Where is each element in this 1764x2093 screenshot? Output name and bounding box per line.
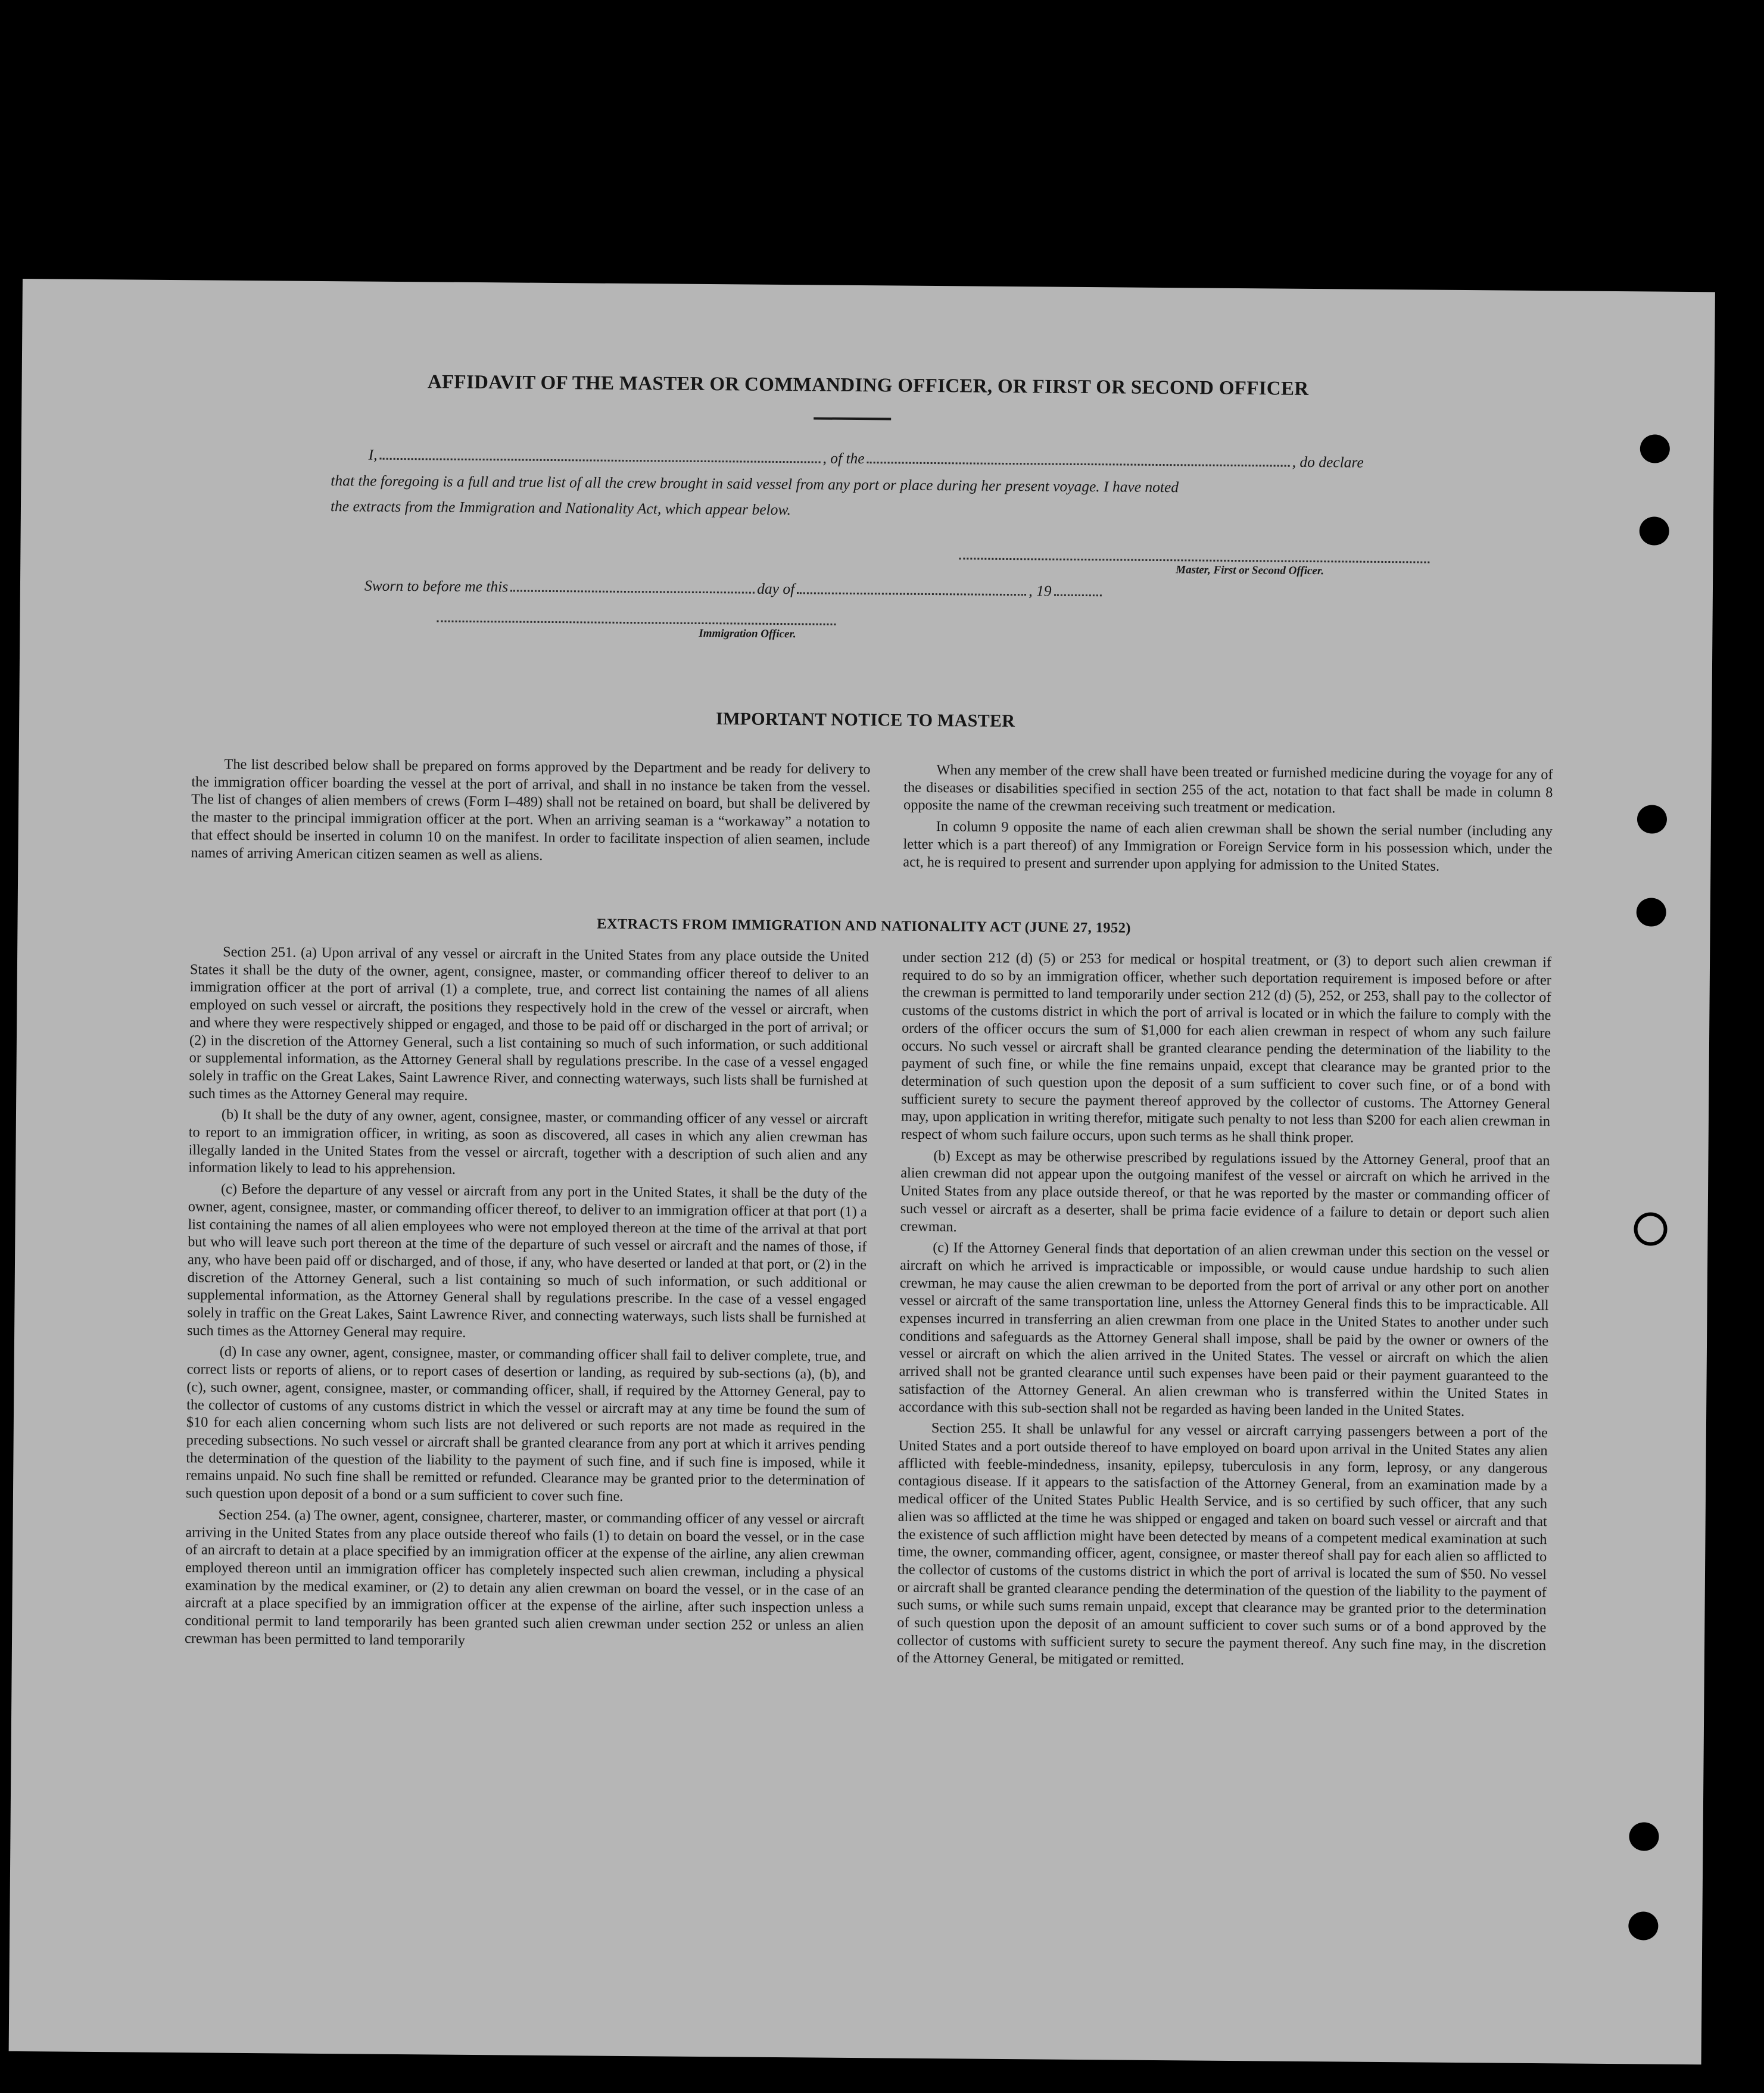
section-254-a-continued: under section 212 (d) (5) or 253 for medical or hospital treatment, or (3) to deport such alien crewman if required to do so by an immigration officer, whether such deportation requirement is imposed before or after the crewman is permitted to land temporarily under section 212 (d) (5), 252, or 253, shall pay to the collector of customs of the customs district in which the port of arrival is located or in which the failure to comply with the orders of the officer occurs the sum of $1,000 for each alien crewman in respect of whom any such failure occurs. No such vessel or aircraft shall be granted clearance pending the determination of the liability to the payment of such fine, or while the fine remains unpaid, except that clearance may be granted prior to the determination of such question upon the deposit of a sum sufficient to cover such fine, or of a bond with sufficient surety to secure the payment thereof approved by the collector of customs. The Attorney General may, upon application in writing therefor, mitigate such penalty to not less than $200 for each alien crewman in respect of whom such failure occurs, upon such terms as he shall think proper. xyxy=(900,949,1552,1146)
section-251-b: (b) It shall be the duty of any owner, agent, consignee, master, or commanding officer of any vessel or aircraft to report to an immigration officer, in writing, as soon as discovered, all cases in which any alien crewman has illegally landed in the United States from the vessel or aircraft, together with a description of such alien and any information likely to lead to his apprehension. xyxy=(188,1106,868,1178)
notice-title: IMPORTANT NOTICE TO MASTER xyxy=(716,709,1015,731)
sworn-line xyxy=(364,577,1104,601)
notice-right-paragraph-2: In column 9 opposite the name of each alien crewman shall be shown the serial number (including any letter which is a part thereof) of any Immigration or Foreign Service form in his possession which, under the act, he is required to present and surrender upon applying for admission to the United States. xyxy=(903,818,1553,874)
section-251-a: Section 251. (a) Upon arrival of any vessel or aircraft in the United States from any place outside the United States it shall be the duty of the owner, agent, consignee, master, or commanding officer thereof to deliver to an immigration officer at the port of arrival (1) a complete, true, and correct list containing the names of all aliens employed on such vessel or aircraft, the positions they respectively hold in the crew of the vessel or aircraft, when and where they were respectively shipped or engaged, and those to be paid off or discharged in the port of arrival; or (2) in the discretion of the Attorney General, such a list containing so much of such information, or such additional or supplemental information, as the Attorney General shall by regulations prescribe. In the case of a vessel engaged solely in traffic on the Great Lakes, Saint Lawrence River, and connecting waterways, such lists shall be furnished at such times as the Attorney General may require. xyxy=(189,943,869,1104)
master-signature-label: Master, First or Second Officer. xyxy=(1176,563,1324,578)
sworn-year-field[interactable] xyxy=(1054,594,1101,597)
section-254-c: (c) If the Attorney General finds that deportation of an alien crewman under this section on the vessel or aircraft on which he arrived is impracticable or impossible, or would cause undue hardship to such alien crewman, he may cause the alien crewman to be deported from the port of arrival or any other port on another vessel or aircraft of the same transportation line, unless the Attorney General finds this to be impracticable. All expenses incurred in transferring an alien crewman from one place in the United States to another under such conditions and safeguards as the Attorney General shall impose, shall be paid by the owner or owners of the vessel or aircraft on which the alien arrived in the United States. The vessel or aircraft on which the alien arrived shall not be granted clearance until such expenses have been paid or their payment guaranteed to the satisfaction of the Attorney General. An alien crewman who is transferred within the United States in accordance with this sub-section shall not be regarded as having been landed in the United States. xyxy=(899,1239,1550,1419)
punch-hole xyxy=(1629,1822,1659,1851)
vessel-field[interactable] xyxy=(867,462,1290,467)
punch-hole xyxy=(1640,434,1670,463)
punch-hole xyxy=(1637,898,1666,926)
title-rule xyxy=(814,417,891,420)
notice-left-paragraph: The list described below shall be prepared on forms approved by the Department and be ready for delivery to the immigration officer boarding the vessel at the port of arrival, and shall in no instance be taken from the vessel. The list of changes of alien members of crews (Form I–489) shall not be retained on board, but shall be delivered by the master to the principal immigration officer at the port. When an arriving seaman is a “workaway” a notation to that effect should be inserted in column 10 on the manifest. In order to facilitate inspection of alien seamen, include names of arriving American citizen seamen as well as aliens. xyxy=(191,756,871,864)
notice-right-paragraph-1: When any member of the crew shall have been treated or furnished medicine during the voyage for any of the diseases or disabilities specified in section 255 of the act, notation to that fact shall be made in column 8 opposite the name of the crewman receiving such treatment or medication. xyxy=(903,762,1553,817)
section-255: Section 255. It shall be unlawful for any vessel or aircraft carrying passengers between a port of the United States and a port outside thereof to have employed on board upon arrival in the United States any alien afflicted with feeble-mindedness, insanity, epilepsy, tuberculosis in any form, leprosy, or any dangerous contagious disease. If it appears to the satisfaction of the Attorney General, from an examination made by a medical officer of the United States Public Health Service, and is so certified by such officer, that any such alien was so afflicted at the time he was shipped or engaged and taken on board such vessel or aircraft and that the existence of such affliction might have been detected by means of a competent medical examination at such time, the owner, commanding officer, agent, consignee, or master thereof shall pay for each alien so afflicted to the collector of customs of the customs district in which the port of arrival is located the sum of $50. No vessel or aircraft shall be granted clearance pending the determination of the question of the liability to the payment of such sums, or while such sums remain unpaid, except that clearance may be granted prior to the determination of such question upon the deposit of an amount sufficient to cover such sums or of a bond approved by the collector of customs with sufficient surety to secure the payment thereof. Any such fine may, in the discretion of the Attorney General, be mitigated or remitted. xyxy=(896,1420,1548,1668)
master-signature-line[interactable] xyxy=(959,557,1429,563)
section-251-d: (d) In case any owner, agent, consignee, master, or commanding officer shall fail to deliver complete, true, and correct lists or reports of aliens, or to report cases of desertion or landing, as required by sub-sections (a), (b), and (c), such owner, agent, consignee, master, or commanding officer, shall, if required by the Attorney General, pay to the collector of customs of any customs district in which the vessel or aircraft may at any time be found the sum of $10 for each alien concerning whom such lists are not delivered or such reports are not made as required in the preceding subsections. No such vessel or aircraft shall be granted clearance from any port at which it arrives pending the determination of the question of the liability to the payment of such fine, and if such fine is imposed, while it remains unpaid. No such fine shall be remitted or refunded. Clearance may be granted prior to the determination of such question upon deposit of a bond or a sum sufficient to cover such fine. xyxy=(185,1344,866,1505)
statement-line-1: that the foregoing is a full and true list of all the crew brought in said vessel from any port or place during her present voyage. I have noted xyxy=(331,472,1179,496)
name-field[interactable] xyxy=(380,458,821,463)
year-label: , 19 xyxy=(1029,582,1052,600)
statement-line-2: the extracts from the Immigration and Nationality Act, which appear below. xyxy=(330,497,791,519)
extracts-title: EXTRACTS FROM IMMIGRATION AND NATIONALITY ACT (JUNE 27, 1952) xyxy=(597,915,1131,936)
declaration-line xyxy=(369,446,1364,472)
notice-right-column xyxy=(903,761,1553,876)
sworn-label: Sworn to before me this xyxy=(364,577,509,596)
extracts-right-column xyxy=(897,949,1551,1672)
affidavit-title: AFFIDAVIT OF THE MASTER OR COMMANDING OFFICER, OR FIRST OR SECOND OFFICER xyxy=(427,371,1309,400)
form-page xyxy=(9,279,1715,2064)
extracts-left-column xyxy=(185,943,869,1652)
punch-hole xyxy=(1628,1911,1658,1940)
day-of-label: day of xyxy=(757,580,795,598)
i-label: I, xyxy=(368,446,378,463)
section-254-a: Section 254. (a) The owner, agent, consignee, charterer, master, or commanding officer of any vessel or aircraft arriving in the United States from any place outside thereof who fails (1) to detain on board the vessel, or in the case of an aircraft to detain at a place specified by an immigration officer at the expense of the airline, any alien crewman employed thereon until an immigration officer has completely inspected such alien crewman, including a physical examination by the medical examiner, or (2) to detain any alien crewman on board the vessel, or in the case of an aircraft at a place specified by an immigration officer at the expense of the airline, after such inspection unless a conditional permit to land temporarily has been granted such alien crewman under section 252 or unless an alien crewman has been permitted to land temporarily xyxy=(184,1506,865,1649)
punch-hole xyxy=(1640,516,1669,545)
punch-hole xyxy=(1637,805,1667,833)
section-254-b: (b) Except as may be otherwise prescribed by regulations issued by the Attorney General, proof that an alien crewman did not appear upon the outgoing manifest of the vessel or aircraft on which he arrived in the United States from any place outside thereof, or that he was reported by the master or commanding officer of such vessel or aircraft as a deserter, shall be prima facie evidence of a failure to detain or deport such alien crewman. xyxy=(900,1147,1550,1235)
sworn-day-field[interactable] xyxy=(510,590,755,593)
officer-signature-line[interactable] xyxy=(437,620,836,625)
of-the-label: , of the xyxy=(822,449,865,468)
declare-label: , do declare xyxy=(1292,453,1364,471)
section-251-c: (c) Before the departure of any vessel or aircraft from any port in the United States, it shall be the duty of the owner, agent, consignee, master, or commanding officer thereof, to deliver to an immigration officer at that port (1) a list containing the names of all alien employees who were not employed thereon at the time of the arrival at that port but who will leave such port thereon at the time of the departure of such vessel or aircraft and the names of those, if any, who have been paid off or discharged, and of those, if any, who have deserted or landed at that port, or (2) in the discretion of the Attorney General, such a list containing so much of such information, or such additional or supplemental information, as the Attorney General shall by regulations prescribe. In the case of a vessel engaged solely in traffic on the Great Lakes, Saint Lawrence River, and connecting waterways, such lists shall be furnished at such times as the Attorney General may require. xyxy=(187,1181,868,1341)
punch-hole xyxy=(1634,1212,1667,1245)
officer-signature-label: Immigration Officer. xyxy=(699,627,796,641)
sworn-month-field[interactable] xyxy=(797,592,1026,596)
notice-left-column xyxy=(191,755,870,867)
